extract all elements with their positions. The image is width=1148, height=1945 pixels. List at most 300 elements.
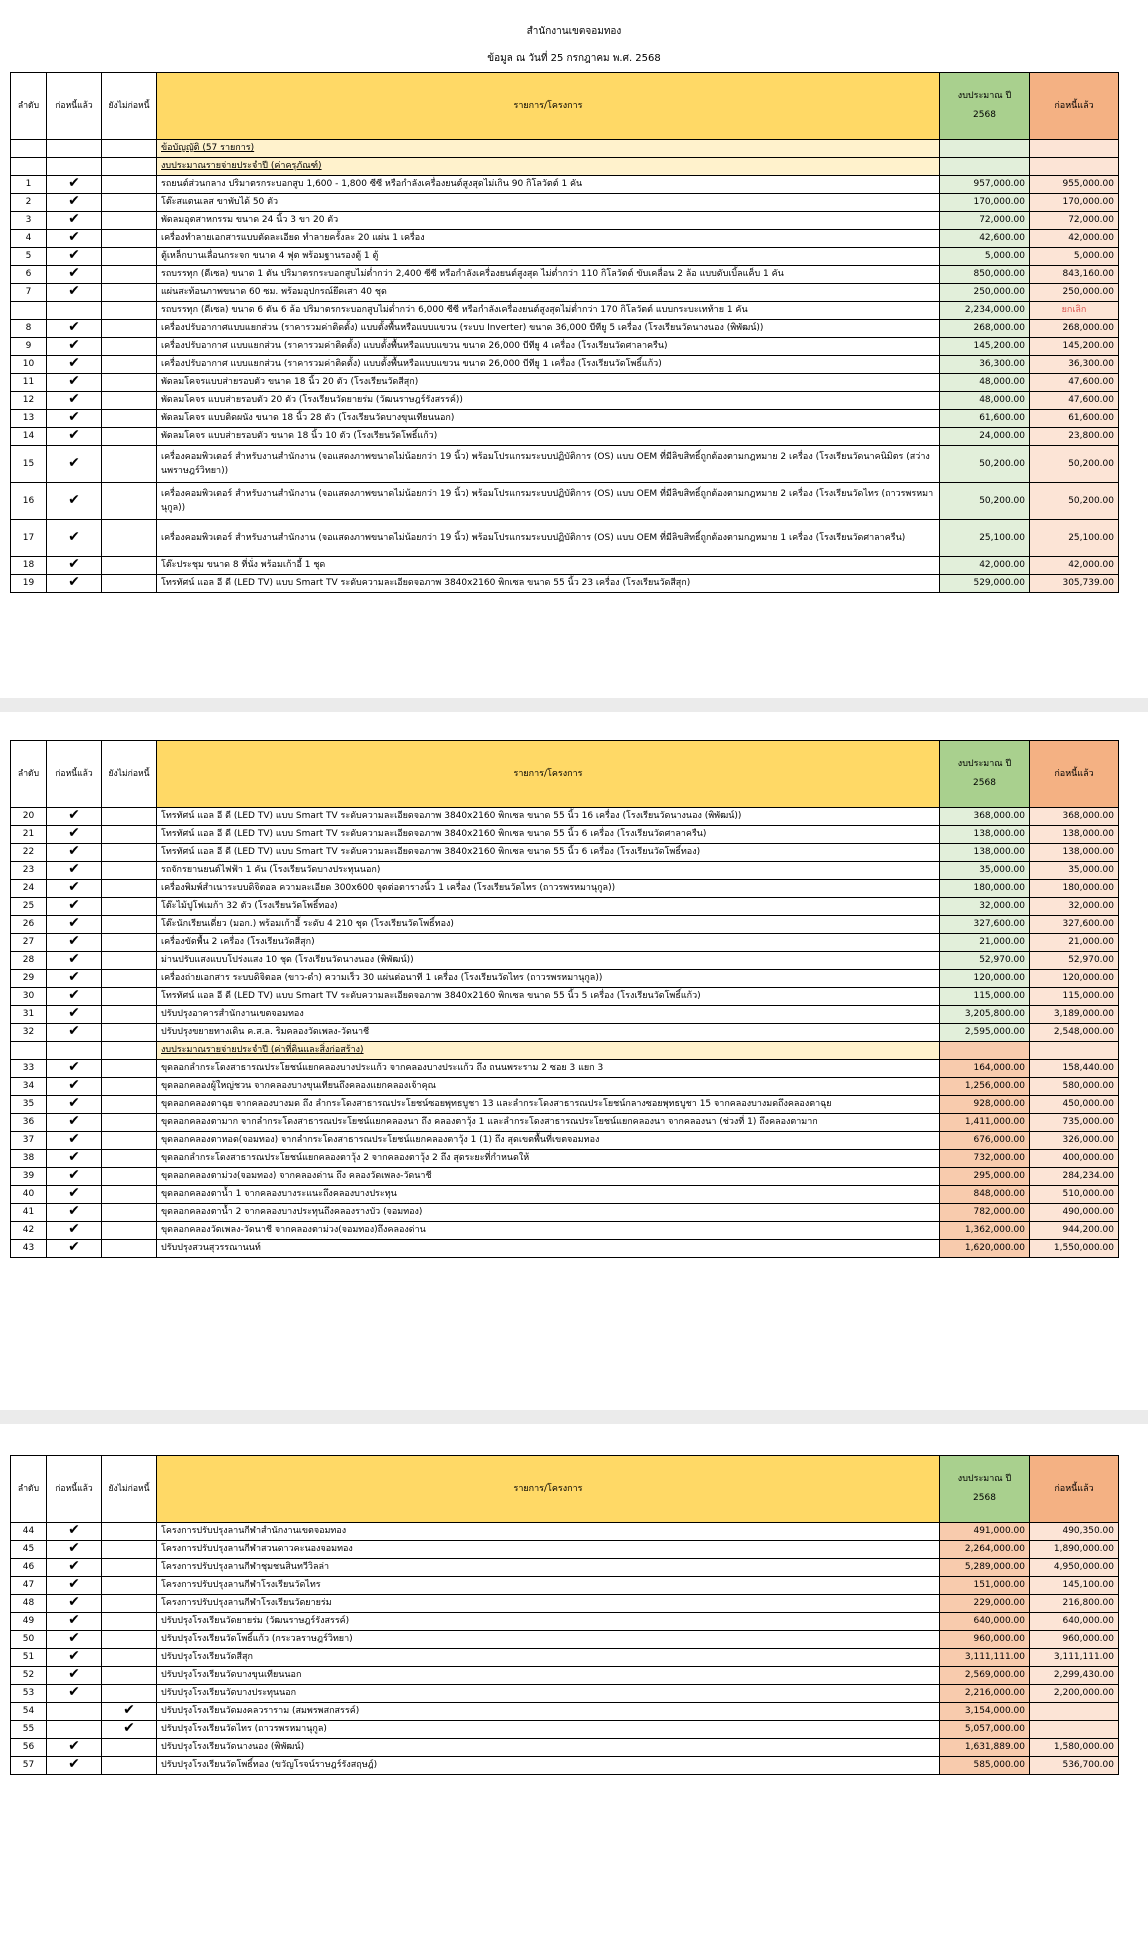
item-description: โทรทัศน์ แอล อี ดี (LED TV) แบบ Smart TV ระดับความละเอียดจอภาพ 3840x2160 พิกเซล ขนาด 55 นิ้ว 5 เครื่อง (โรงเรียนวัดโพธิ์แก้ว) <box>157 988 940 1006</box>
committed-value: 3,189,000.00 <box>1030 1006 1119 1024</box>
item-description: พัดลมโคจร แบบติดผนัง ขนาด 18 นิ้ว 28 ตัว (โรงเรียนวัดบางขุนเทียนนอก) <box>157 410 940 428</box>
check-icon: ✔ <box>68 969 80 985</box>
table-row <box>11 284 1119 302</box>
check-icon: ✔ <box>68 843 80 859</box>
check-icon: ✔ <box>68 1612 80 1628</box>
table-row <box>11 374 1119 392</box>
notdone-cell <box>102 1703 157 1721</box>
item-description: รถบรรทุก (ดีเซล) ขนาด 6 ตัน 6 ล้อ ปริมาตรกระบอกสูบไม่ต่ำกว่า 6,000 ซีซี หรือกำลังเครื่องยนต์สูงสุดไม่ต่ำกว่า 170 กิโลวัตต์ แบบกระบะเทท้าย 1 คัน <box>157 302 940 320</box>
page-break-2 <box>0 1410 1148 1424</box>
budget-value: 1,411,000.00 <box>940 1114 1030 1132</box>
notdone-cell <box>102 826 157 844</box>
table-row <box>11 1595 1119 1613</box>
committed-value: 115,000.00 <box>1030 988 1119 1006</box>
table-row <box>11 844 1119 862</box>
row-number: 47 <box>11 1577 47 1595</box>
budget-value: 48,000.00 <box>940 374 1030 392</box>
item-description: ปรับปรุงโรงเรียนวัดไทร (ถาวรพรหมานุกูล) <box>157 1721 940 1739</box>
row-number: 25 <box>11 898 47 916</box>
notdone-cell <box>102 988 157 1006</box>
committed-value: 42,000.00 <box>1030 557 1119 575</box>
budget-value: 957,000.00 <box>940 176 1030 194</box>
done-cell <box>47 284 102 302</box>
notdone-cell <box>102 557 157 575</box>
notdone-cell <box>102 1541 157 1559</box>
done-cell <box>47 826 102 844</box>
committed-value: 640,000.00 <box>1030 1613 1119 1631</box>
item-description: ปรับปรุงขยายทางเดิน ค.ส.ล. ริมคลองวัดเพลง-วัดนาชี <box>157 1024 940 1042</box>
table-row <box>11 1096 1119 1114</box>
table-row <box>11 1078 1119 1096</box>
row-number: 50 <box>11 1631 47 1649</box>
row-number: 41 <box>11 1204 47 1222</box>
budget-value: 491,000.00 <box>940 1523 1030 1541</box>
committed-value: 47,600.00 <box>1030 374 1119 392</box>
done-cell <box>47 1613 102 1631</box>
check-icon: ✔ <box>68 1684 80 1700</box>
notdone-cell <box>102 1222 157 1240</box>
committed-value: 138,000.00 <box>1030 844 1119 862</box>
check-icon: ✔ <box>68 337 80 353</box>
col-header-done: ก่อหนี้แล้ว <box>47 741 102 808</box>
check-icon: ✔ <box>68 491 80 508</box>
done-cell <box>47 1204 102 1222</box>
committed-value: 4,950,000.00 <box>1030 1559 1119 1577</box>
budget-value: 21,000.00 <box>940 934 1030 952</box>
col-header-committed: ก่อหนี้แล้ว <box>1030 1456 1119 1523</box>
notdone-cell <box>102 1168 157 1186</box>
item-description: ปรับปรุงสวนสุวรรณานนท์ <box>157 1240 940 1258</box>
budget-value: 5,000.00 <box>940 248 1030 266</box>
notdone-cell <box>102 428 157 446</box>
budget-value: 138,000.00 <box>940 826 1030 844</box>
budget-value: 180,000.00 <box>940 880 1030 898</box>
table-row <box>11 970 1119 988</box>
item-description: เครื่องคอมพิวเตอร์ สำหรับงานสำนักงาน (จอแสดงภาพขนาดไม่น้อยกว่า 19 นิ้ว) พร้อมโปรแกรมระบบปฏิบัติการ (OS) แบบ OEM ที่มีลิขสิทธิ์ถูกต้องตามกฎหมาย 2 เครื่อง (โรงเรียนวัดไทร (ถาวรพรหมานุกูล)) <box>157 483 940 520</box>
done-cell <box>47 1703 102 1721</box>
table-row <box>11 230 1119 248</box>
notdone-cell <box>102 520 157 557</box>
section-label: งบประมาณรายจ่ายประจำปี (ค่าครุภัณฑ์) <box>161 161 322 171</box>
item-description: พัดลมโคจร แบบส่ายรอบตัว ขนาด 18 นิ้ว 10 ตัว (โรงเรียนวัดโพธิ์แก้ว) <box>157 428 940 446</box>
col-header-item: รายการ/โครงการ <box>157 1456 940 1523</box>
budget-value: 1,631,889.00 <box>940 1739 1030 1757</box>
as-of-date: ข้อมูล ณ วันที่ 25 กรกฎาคม พ.ศ. 2568 <box>487 53 661 64</box>
done-cell <box>47 392 102 410</box>
done-cell <box>47 176 102 194</box>
row-number: 39 <box>11 1168 47 1186</box>
notdone-cell <box>102 230 157 248</box>
row-number: 40 <box>11 1186 47 1204</box>
done-cell <box>47 988 102 1006</box>
check-icon: ✔ <box>68 1756 80 1772</box>
row-number: 56 <box>11 1739 47 1757</box>
budget-value: 676,000.00 <box>940 1132 1030 1150</box>
section-title <box>157 1042 940 1060</box>
item-description: ปรับปรุงโรงเรียนวัดสีสุก <box>157 1649 940 1667</box>
row-number: 21 <box>11 826 47 844</box>
table-row <box>11 1631 1119 1649</box>
done-cell <box>47 575 102 593</box>
check-icon: ✔ <box>68 247 80 263</box>
check-icon: ✔ <box>68 1666 80 1682</box>
table-row <box>11 952 1119 970</box>
budget-value: 327,600.00 <box>940 916 1030 934</box>
check-icon: ✔ <box>68 373 80 389</box>
item-description: ม่านปรับแสงแบบโปร่งแสง 10 ชุด (โรงเรียนวัดนางนอง (พิพัฒน์)) <box>157 952 940 970</box>
budget-value: 120,000.00 <box>940 970 1030 988</box>
col-header-committed: ก่อหนี้แล้ว <box>1030 741 1119 808</box>
committed-value: 5,000.00 <box>1030 248 1119 266</box>
done-cell <box>47 1523 102 1541</box>
budget-value: 72,000.00 <box>940 212 1030 230</box>
notdone-cell <box>102 266 157 284</box>
budget-value: 48,000.00 <box>940 392 1030 410</box>
notdone-cell <box>102 1114 157 1132</box>
budget-value: 36,300.00 <box>940 356 1030 374</box>
done-cell <box>47 483 102 520</box>
committed-value: 180,000.00 <box>1030 880 1119 898</box>
row-number: 1 <box>11 176 47 194</box>
item-description: ปรับปรุงโรงเรียนวัดยายร่ม (วัฒนราษฎร์รังสรรค์) <box>157 1613 940 1631</box>
row-number: 34 <box>11 1078 47 1096</box>
notdone-cell <box>102 808 157 826</box>
col-header-committed: ก่อหนี้แล้ว <box>1030 73 1119 140</box>
done-cell <box>47 1685 102 1703</box>
committed-cell <box>1030 158 1119 176</box>
row-number: 31 <box>11 1006 47 1024</box>
item-description: โทรทัศน์ แอล อี ดี (LED TV) แบบ Smart TV ระดับความละเอียดจอภาพ 3840x2160 พิกเซล ขนาด 55 นิ้ว 16 เครื่อง (โรงเรียนวัดนางนอง (พิพัฒน์)) <box>157 808 940 826</box>
col-header-item: รายการ/โครงการ <box>157 741 940 808</box>
table-row <box>11 1114 1119 1132</box>
col-header-notdone: ยังไม่ก่อหนี้ <box>102 741 157 808</box>
done-cell <box>47 880 102 898</box>
committed-value: 2,200,000.00 <box>1030 1685 1119 1703</box>
check-icon: ✔ <box>68 1059 80 1075</box>
done-cell <box>47 428 102 446</box>
done-cell <box>47 1649 102 1667</box>
notdone-cell <box>102 212 157 230</box>
budget-table-page-1 <box>10 72 1119 593</box>
budget-value: 1,256,000.00 <box>940 1078 1030 1096</box>
committed-value: 72,000.00 <box>1030 212 1119 230</box>
committed-value: 305,739.00 <box>1030 575 1119 593</box>
table-row <box>11 1703 1119 1721</box>
notdone-cell <box>102 1523 157 1541</box>
budget-value: 115,000.00 <box>940 988 1030 1006</box>
notdone-cell <box>102 374 157 392</box>
row-number: 43 <box>11 1240 47 1258</box>
budget-value: 25,100.00 <box>940 520 1030 557</box>
check-icon: ✔ <box>68 933 80 949</box>
row-number: 32 <box>11 1024 47 1042</box>
row-number: 38 <box>11 1150 47 1168</box>
budget-value: 1,620,000.00 <box>940 1240 1030 1258</box>
item-description: เครื่องพิมพ์สำเนาระบบดิจิตอล ความละเอียด 300x600 จุดต่อตารางนิ้ว 1 เครื่อง (โรงเรียนวัดไทร (ถาวรพรหมานุกูล)) <box>157 880 940 898</box>
check-icon: ✔ <box>123 1720 135 1736</box>
row-number: 45 <box>11 1541 47 1559</box>
item-description: ปรับปรุงโรงเรียนวัดโพธิ์แก้ว (กระวลราษฎร์วิทยา) <box>157 1631 940 1649</box>
budget-value: 640,000.00 <box>940 1613 1030 1631</box>
item-description: ขุดลอกคลองตาน้ำ 1 จากคลองบางระแนะถึงคลองบางประทุน <box>157 1186 940 1204</box>
header-row <box>11 73 1119 140</box>
check-icon: ✔ <box>68 355 80 371</box>
committed-value: 955,000.00 <box>1030 176 1119 194</box>
committed-value: 250,000.00 <box>1030 284 1119 302</box>
check-icon: ✔ <box>68 1540 80 1556</box>
table-row <box>11 916 1119 934</box>
budget-value: 50,200.00 <box>940 446 1030 483</box>
item-description: ตู้เหล็กบานเลื่อนกระจก ขนาด 4 ฟุต พร้อมฐานรองตู้ 1 ตู้ <box>157 248 940 266</box>
item-description: พัดลมโคจรแบบส่ายรอบตัว ขนาด 18 นิ้ว 20 ตัว (โรงเรียนวัดสีสุก) <box>157 374 940 392</box>
check-icon: ✔ <box>68 879 80 895</box>
table-row <box>11 1721 1119 1739</box>
notdone-cell <box>102 1132 157 1150</box>
budget-value: 2,569,000.00 <box>940 1667 1030 1685</box>
item-description: โครงการปรับปรุงลานกีฬาสวนดาวคะนองจอมทอง <box>157 1541 940 1559</box>
check-icon: ✔ <box>68 1630 80 1646</box>
item-description: โครงการปรับปรุงลานกีฬาโรงเรียนวัดยายร่ม <box>157 1595 940 1613</box>
check-icon: ✔ <box>68 1167 80 1183</box>
committed-value: 50,200.00 <box>1030 483 1119 520</box>
item-description: ขุดลอกคลองผู้ใหญ่ชวน จากคลองบางขุนเทียนถึงคลองแยกคลองเจ้าคุณ <box>157 1078 940 1096</box>
check-icon: ✔ <box>68 574 80 590</box>
committed-value: 268,000.00 <box>1030 320 1119 338</box>
notdone-cell <box>102 898 157 916</box>
row-number <box>11 302 47 320</box>
check-icon: ✔ <box>68 528 80 545</box>
row-number: 49 <box>11 1613 47 1631</box>
committed-value: 170,000.00 <box>1030 194 1119 212</box>
check-icon: ✔ <box>68 1738 80 1754</box>
no-cell <box>11 140 47 158</box>
notdone-cell <box>102 1757 157 1775</box>
check-icon: ✔ <box>123 1702 135 1718</box>
item-description: ขุดลอกคลองตาฉุย จากคลองบางมด ถึง ลำกระโดงสาธารณประโยชน์ซอยพุทธบูชา 13 และลำกระโดงสาธารณประโยชน์กลางซอยพุทธบูชา 15 จากคลองบางมดถึงคลองตาฉุย <box>157 1096 940 1114</box>
committed-value: 944,200.00 <box>1030 1222 1119 1240</box>
col-header-budget: งบประมาณ ปี 2568 <box>940 73 1030 140</box>
row-number: 4 <box>11 230 47 248</box>
done-cell <box>47 1739 102 1757</box>
table-row <box>11 266 1119 284</box>
done-cell <box>47 338 102 356</box>
check-icon: ✔ <box>68 175 80 191</box>
committed-value: 536,700.00 <box>1030 1757 1119 1775</box>
done-cell <box>47 410 102 428</box>
notdone-cell <box>102 1739 157 1757</box>
budget-value: 24,000.00 <box>940 428 1030 446</box>
item-description: โต๊ะประชุม ขนาด 8 ที่นั่ง พร้อมเก้าอี้ 1 ชุด <box>157 557 940 575</box>
done-cell <box>47 1132 102 1150</box>
committed-value: 145,200.00 <box>1030 338 1119 356</box>
notdone-cell <box>102 284 157 302</box>
item-description: โทรทัศน์ แอล อี ดี (LED TV) แบบ Smart TV ระดับความละเอียดจอภาพ 3840x2160 พิกเซล ขนาด 55 นิ้ว 6 เครื่อง (โรงเรียนวัดโพธิ์ทอง) <box>157 844 940 862</box>
done-cell <box>47 1541 102 1559</box>
row-number: 30 <box>11 988 47 1006</box>
budget-value: 250,000.00 <box>940 284 1030 302</box>
row-number: 36 <box>11 1114 47 1132</box>
done-cell <box>47 266 102 284</box>
table-row <box>11 1006 1119 1024</box>
row-number: 22 <box>11 844 47 862</box>
done-cell <box>47 1168 102 1186</box>
committed-value: 843,160.00 <box>1030 266 1119 284</box>
title-row <box>11 140 1119 158</box>
section-row <box>11 158 1119 176</box>
row-number: 35 <box>11 1096 47 1114</box>
ordinance-title <box>157 140 940 158</box>
table-row <box>11 808 1119 826</box>
table-row <box>11 1186 1119 1204</box>
done-cell <box>47 446 102 483</box>
done-cell <box>47 1078 102 1096</box>
item-description: ขุดลอกลำกระโดงสาธารณประโยชน์แยกคลองบางประแก้ว จากคลองบางประแก้ว ถึง ถนนพระราม 2 ซอย 3 แยก 3 <box>157 1060 940 1078</box>
row-number: 16 <box>11 483 47 520</box>
item-description: โต๊ะนักเรียนเดี่ยว (มอก.) พร้อมเก้าอี้ ระดับ 4 210 ชุด (โรงเรียนวัดโพธิ์ทอง) <box>157 916 940 934</box>
check-icon: ✔ <box>68 1077 80 1093</box>
notdone-cell <box>102 970 157 988</box>
table-row <box>11 212 1119 230</box>
budget-table-page-2 <box>10 740 1119 1258</box>
done-cell <box>47 1559 102 1577</box>
budget-value: 368,000.00 <box>940 808 1030 826</box>
header-row <box>11 741 1119 808</box>
notdone-cell <box>102 844 157 862</box>
check-icon: ✔ <box>68 211 80 227</box>
check-icon: ✔ <box>68 409 80 425</box>
row-number: 27 <box>11 934 47 952</box>
done-cell <box>47 898 102 916</box>
notdone-cell <box>102 1240 157 1258</box>
budget-table-page-3 <box>10 1455 1119 1775</box>
item-description: ขุดลอกคลองตาหอด(จอมทอง) จากลำกระโดงสาธารณประโยชน์แยกคลองตาวุ้ง 1 (1) ถึง สุดเขตพื้นที่เขตจอมทอง <box>157 1132 940 1150</box>
committed-value: 368,000.00 <box>1030 808 1119 826</box>
table-row <box>11 880 1119 898</box>
done-cell <box>47 1577 102 1595</box>
budget-value: 164,000.00 <box>940 1060 1030 1078</box>
done-cell <box>47 1757 102 1775</box>
item-description: โทรทัศน์ แอล อี ดี (LED TV) แบบ Smart TV ระดับความละเอียดจอภาพ 3840x2160 พิกเซล ขนาด 55 นิ้ว 6 เครื่อง (โรงเรียนวัดศาลาครืน) <box>157 826 940 844</box>
table-row <box>11 338 1119 356</box>
table-row <box>11 356 1119 374</box>
budget-value: 732,000.00 <box>940 1150 1030 1168</box>
row-number: 24 <box>11 880 47 898</box>
item-description: รถจักรยานยนต์ไฟฟ้า 1 คัน (โรงเรียนวัดบางประทุนนอก) <box>157 862 940 880</box>
notdone-cell <box>102 446 157 483</box>
item-description: แผ่นสะท้อนภาพขนาด 60 ซม. พร้อมอุปกรณ์ยึดเสา 40 ชุด <box>157 284 940 302</box>
check-icon: ✔ <box>68 229 80 245</box>
done-cell <box>47 1114 102 1132</box>
page-break-1 <box>0 698 1148 712</box>
done-cell <box>47 1721 102 1739</box>
notdone-cell <box>102 862 157 880</box>
item-description: ขุดลอกคลองตามาก จากลำกระโดงสาธารณประโยชน์แยกคลองนา ถึง คลองตาวุ้ง 1 และลำกระโดงสาธารณประโยชน์แยกคลองนา จากคลองนา (ช่วงที่ 1) ถึงคลองตามาก <box>157 1114 940 1132</box>
table-row <box>11 1541 1119 1559</box>
notdone-cell <box>102 176 157 194</box>
table-row <box>11 1685 1119 1703</box>
no-cell <box>11 1042 47 1060</box>
budget-value: 295,000.00 <box>940 1168 1030 1186</box>
item-description: ปรับปรุงโรงเรียนวัดโพธิ์ทอง (ขวัญโรจน์ราษฎร์รังสฤษฎ์) <box>157 1757 940 1775</box>
table-row <box>11 1222 1119 1240</box>
row-number: 55 <box>11 1721 47 1739</box>
done-cell <box>47 952 102 970</box>
check-icon: ✔ <box>68 427 80 443</box>
committed-value: 490,000.00 <box>1030 1204 1119 1222</box>
notdone-cell <box>102 1631 157 1649</box>
notdone-cell <box>102 302 157 320</box>
item-description: ขุดลอกคลองตาน้ำ 2 จากคลองบางประทุนถึงคลองรางบัว (จอมทอง) <box>157 1204 940 1222</box>
committed-value: 326,000.00 <box>1030 1132 1119 1150</box>
done-cell <box>47 158 102 176</box>
notdone-cell <box>102 1150 157 1168</box>
notdone-cell <box>102 934 157 952</box>
check-icon: ✔ <box>68 1558 80 1574</box>
done-cell <box>47 356 102 374</box>
item-description: พัดลมอุตสาหกรรม ขนาด 24 นิ้ว 3 ขา 20 ตัว <box>157 212 940 230</box>
col-header-no: ลำดับ <box>11 1456 47 1523</box>
done-cell <box>47 320 102 338</box>
item-description: ปรับปรุงอาคารสำนักงานเขตจอมทอง <box>157 1006 940 1024</box>
done-cell <box>47 1096 102 1114</box>
row-number: 10 <box>11 356 47 374</box>
notdone-cell <box>102 916 157 934</box>
row-number: 52 <box>11 1667 47 1685</box>
done-cell <box>47 1060 102 1078</box>
committed-value: 580,000.00 <box>1030 1078 1119 1096</box>
ordinance-label: ข้อบัญญัติ (57 รายการ) <box>161 143 255 153</box>
committed-value <box>1030 1721 1119 1739</box>
table-row <box>11 862 1119 880</box>
done-cell <box>47 374 102 392</box>
committed-value: ยกเลิก <box>1030 302 1119 320</box>
notdone-cell <box>102 1721 157 1739</box>
done-cell <box>47 230 102 248</box>
done-cell <box>47 1667 102 1685</box>
notdone-cell <box>102 392 157 410</box>
committed-value <box>1030 1703 1119 1721</box>
committed-value: 400,000.00 <box>1030 1150 1119 1168</box>
check-icon: ✔ <box>68 265 80 281</box>
table-row <box>11 1204 1119 1222</box>
table-row <box>11 1559 1119 1577</box>
budget-value: 42,600.00 <box>940 230 1030 248</box>
section-row <box>11 1042 1119 1060</box>
item-description: ปรับปรุงโรงเรียนวัดบางขุนเทียนนอก <box>157 1667 940 1685</box>
item-description: ปรับปรุงโรงเรียนวัดมงคลวราราม (สมพรพสกสรรค์) <box>157 1703 940 1721</box>
done-cell <box>47 1006 102 1024</box>
item-description: ขุดลอกคลองวัดเพลง-วัดนาชี จากคลองตาม่วง(จอมทอง)ถึงคลองด่าน <box>157 1222 940 1240</box>
check-icon: ✔ <box>68 1648 80 1664</box>
check-icon: ✔ <box>68 825 80 841</box>
budget-value: 145,200.00 <box>940 338 1030 356</box>
item-description: เครื่องคอมพิวเตอร์ สำหรับงานสำนักงาน (จอแสดงภาพขนาดไม่น้อยกว่า 19 นิ้ว) พร้อมโปรแกรมระบบปฏิบัติการ (OS) แบบ OEM ที่มีลิขสิทธิ์ถูกต้องตามกฎหมาย 2 เครื่อง (โรงเรียนวัดนาคนิมิตร (สว่างนพราษฎร์วิทยา)) <box>157 446 940 483</box>
row-number: 5 <box>11 248 47 266</box>
table-row <box>11 1577 1119 1595</box>
notdone-cell <box>102 356 157 374</box>
committed-cell <box>1030 1042 1119 1060</box>
check-icon: ✔ <box>68 1221 80 1237</box>
table-row <box>11 302 1119 320</box>
table-row <box>11 194 1119 212</box>
committed-value: 327,600.00 <box>1030 916 1119 934</box>
check-icon: ✔ <box>68 319 80 335</box>
section-label: งบประมาณรายจ่ายประจำปี (ค่าที่ดินและสิ่งก่อสร้าง) <box>161 1045 364 1055</box>
committed-value: 50,200.00 <box>1030 446 1119 483</box>
item-description: โครงการปรับปรุงลานกีฬาสำนักงานเขตจอมทอง <box>157 1523 940 1541</box>
done-cell <box>47 1150 102 1168</box>
notdone-cell <box>102 1042 157 1060</box>
